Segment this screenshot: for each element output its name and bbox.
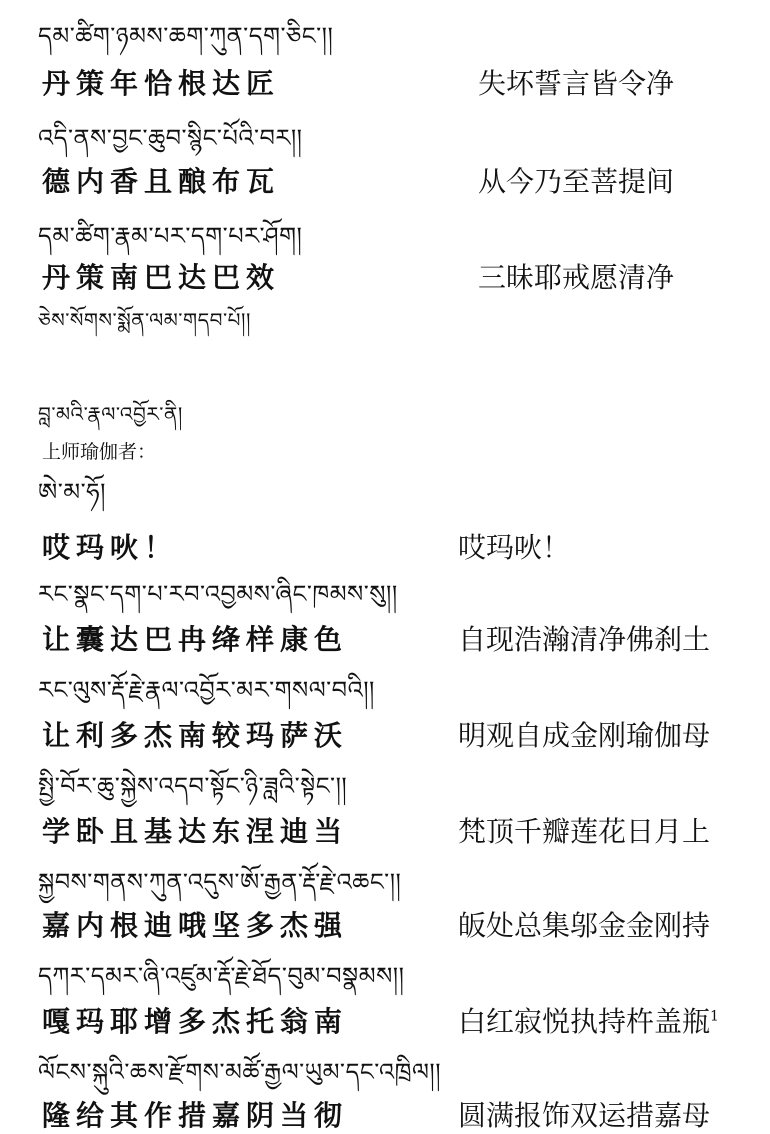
transliteration-line: 丹策年恰根达匠 <box>42 67 281 100</box>
tibetan-verse-line: དམ་ཚིག་རྣམ་པར་དག་པར་ཤོག། <box>38 222 303 250</box>
section-heading-tibetan: བླ་མའི་རྣལ་འབྱོར་ནི། <box>38 402 183 426</box>
transliteration-line: 丹策南巴达巴效 <box>42 261 281 294</box>
chinese-translation: 失坏誓言皆令净 <box>478 67 675 100</box>
transliteration-line: 隆给其作措嘉阴当彻 <box>42 1099 349 1132</box>
chinese-translation: 哎玛吙！ <box>458 531 571 564</box>
tibetan-verse-line: སྤྱི་བོར་ཆུ་སྐྱེས་འདབ་སྟོང་ཉི་ཟླའི་སྟེང་།། <box>38 772 348 800</box>
tibetan-verse-line: དམ་ཚིག་ཉམས་ཆག་ཀུན་དག་ཅིང་།། <box>38 22 334 50</box>
section-heading-chinese: 上师瑜伽者： <box>42 441 157 463</box>
tibetan-verse-line: ལོངས་སྐུའི་ཆས་རྫོགས་མཚོ་རྒྱལ་ཡུམ་དང་འཁྲིལ།། <box>38 1058 442 1086</box>
chinese-translation: 自现浩瀚清净佛刹土 <box>458 623 711 656</box>
chinese-translation: 明观自成金刚瑜伽母 <box>458 719 711 752</box>
transliteration-line: 哎玛吙！ <box>42 531 179 564</box>
chinese-translation: 圆满报饰双运措嘉母 <box>458 1099 711 1132</box>
footnote-marker: 1 <box>710 1008 719 1025</box>
tibetan-verse-line: དཀར་དམར་ཞི་འཛུམ་རྡོ་རྗེ་ཐོད་བུམ་བསྣམས།། <box>38 962 405 990</box>
tibetan-verse-line: རང་སྣང་དག་པ་རབ་འབྱམས་ཞིང་ཁམས་སུ།། <box>38 580 398 608</box>
transliteration-line: 让囊达巴冉绛样康色 <box>42 623 349 656</box>
chinese-translation-text: 白红寂悦执持杵盖瓶 <box>458 1005 711 1038</box>
transliteration-line: 嘉内根迪哦坚多杰强 <box>42 909 349 942</box>
transliteration-line: 学卧且基达东涅迪当 <box>42 815 349 848</box>
transliteration-line: 嘎玛耶增多杰托翁南 <box>42 1005 349 1038</box>
chinese-translation: 梵顶千瓣莲花日月上 <box>458 815 711 848</box>
chinese-translation: 皈处总集邬金金刚持 <box>458 909 711 942</box>
tibetan-verse-line: རང་ལུས་རྡོ་རྗེ་རྣལ་འབྱོར་མར་གསལ་བའི།། <box>38 676 375 704</box>
tibetan-verse-line: སྐྱབས་གནས་ཀུན་འདུས་ཨོ་རྒྱན་རྡོ་རྗེ་འཆང་།། <box>38 868 402 896</box>
chinese-translation <box>458 1000 719 1040</box>
tibetan-verse-line: འདི་ནས་བྱང་ཆུབ་སྙིང་པོའི་བར།། <box>38 124 303 152</box>
transliteration-line: 德内香且酿布瓦 <box>42 165 281 198</box>
chinese-translation: 从今乃至菩提间 <box>478 165 675 198</box>
tibetan-closing-line: ཅེས་སོགས་སྨོན་ལམ་གདབ་པོ།། <box>38 308 251 332</box>
tibetan-invocation: ཨེ་མ་ཧོ། <box>38 478 106 506</box>
transliteration-line: 让利多杰南较玛萨沃 <box>42 719 349 752</box>
chinese-translation: 三昧耶戒愿清净 <box>478 261 675 294</box>
